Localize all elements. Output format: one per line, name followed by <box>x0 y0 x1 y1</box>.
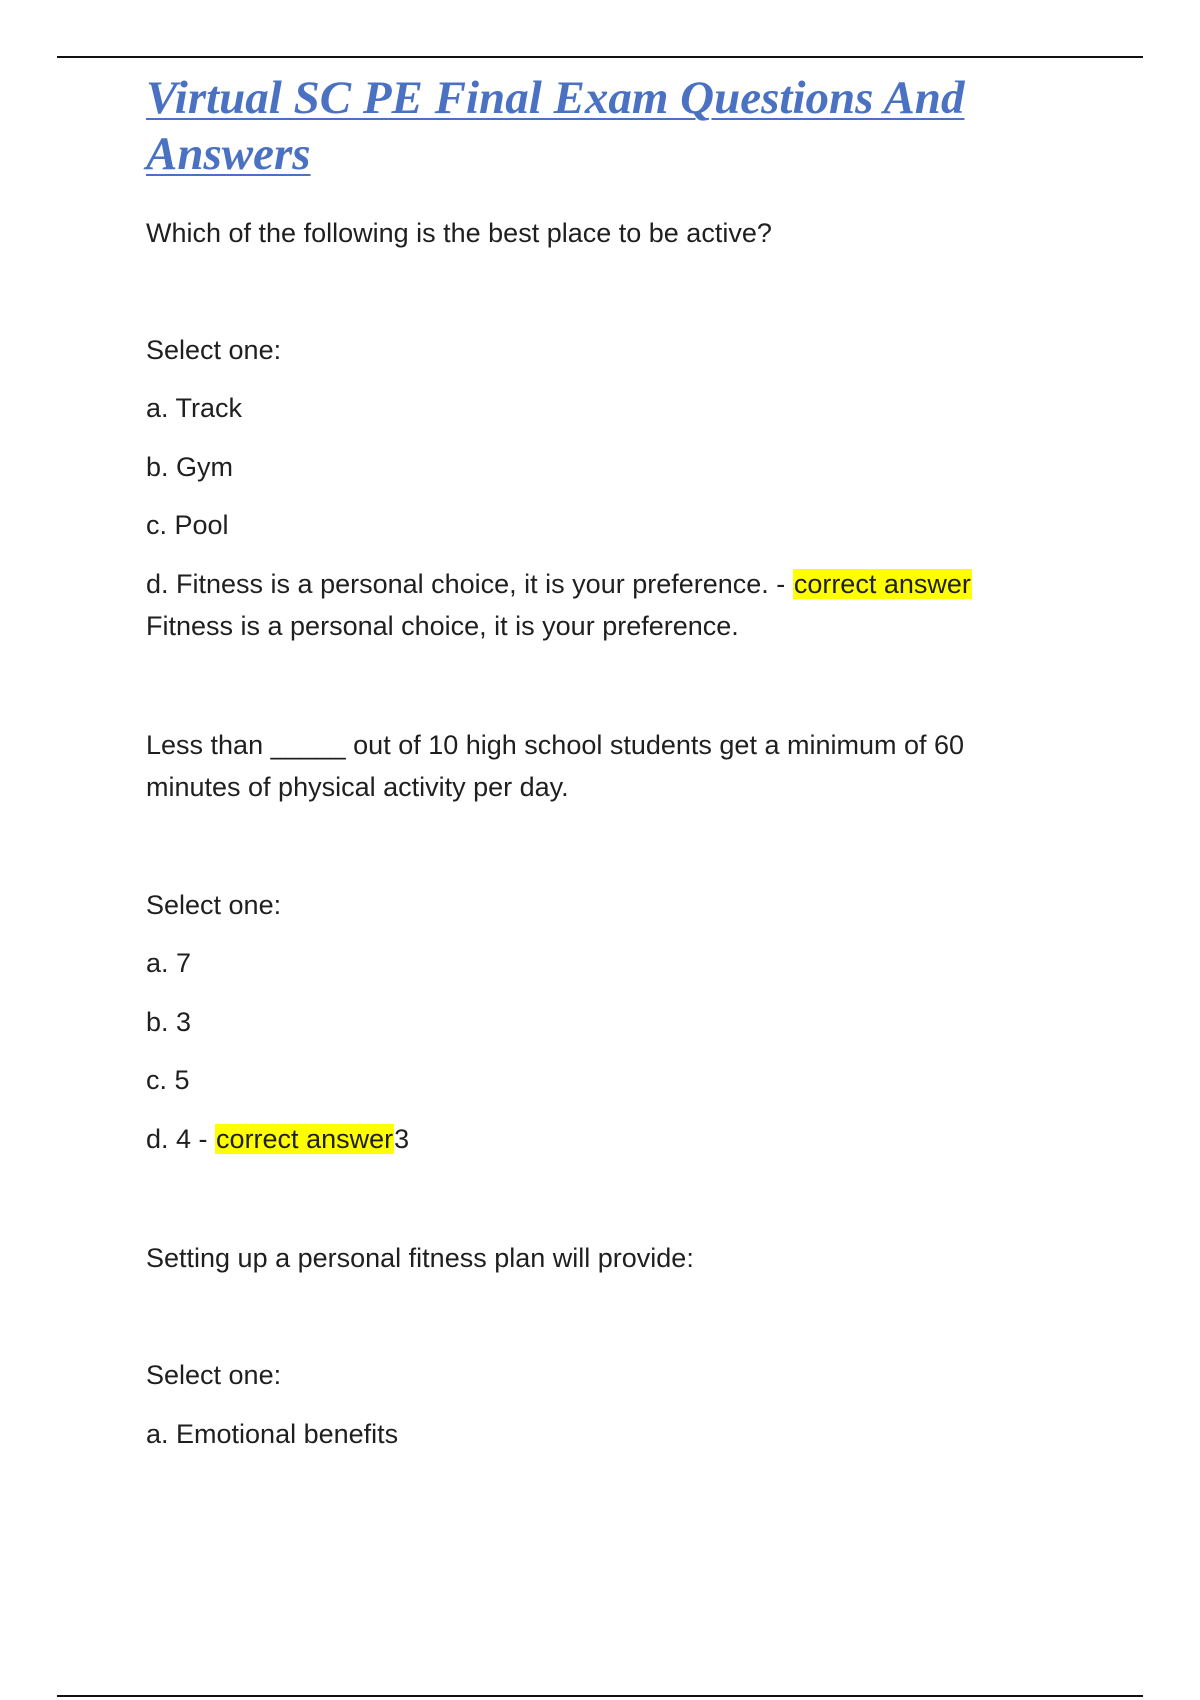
question-1-prompt: Which of the following is the best place to be active? <box>146 218 772 248</box>
question-2-option-a: a. 7 <box>146 948 192 978</box>
question-3-prompt: Setting up a personal fitness plan will provide: <box>146 1243 694 1273</box>
question-2-option-d <box>146 1118 409 1160</box>
question-2-answer-text: 3 <box>394 1124 410 1154</box>
question-1-option-d-text: d. Fitness is a personal choice, it is your preference. - <box>146 569 786 599</box>
question-2-prompt-line-1: Less than _____ out of 10 high school students get a minimum of 60 <box>146 730 965 760</box>
question-2-option-b: b. 3 <box>146 1007 192 1037</box>
question-2-prompt-line-2: minutes of physical activity per day. <box>146 772 569 802</box>
document-title: Virtual SC PE Final Exam Questions And Answers <box>146 72 965 180</box>
question-1-option-b: b. Gym <box>146 452 234 482</box>
question-1-answer-text: Fitness is a personal choice, it is your preference. <box>146 611 739 641</box>
question-3-option-a: a. Emotional benefits <box>146 1419 399 1449</box>
correct-answer-highlight: correct answer <box>793 569 971 599</box>
question-1-select-label: Select one: <box>146 335 282 365</box>
top-rule <box>57 56 1143 58</box>
question-1-option-c: c. Pool <box>146 510 229 540</box>
correct-answer-highlight: correct answer <box>216 1124 394 1154</box>
question-1-option-d <box>146 563 972 605</box>
bottom-rule <box>57 1695 1143 1697</box>
question-2-select-label: Select one: <box>146 890 282 920</box>
question-1-option-a: a. Track <box>146 393 243 423</box>
question-2-option-c: c. 5 <box>146 1065 190 1095</box>
question-3-select-label: Select one: <box>146 1360 282 1390</box>
question-2-option-d-text: d. 4 - <box>146 1124 208 1154</box>
